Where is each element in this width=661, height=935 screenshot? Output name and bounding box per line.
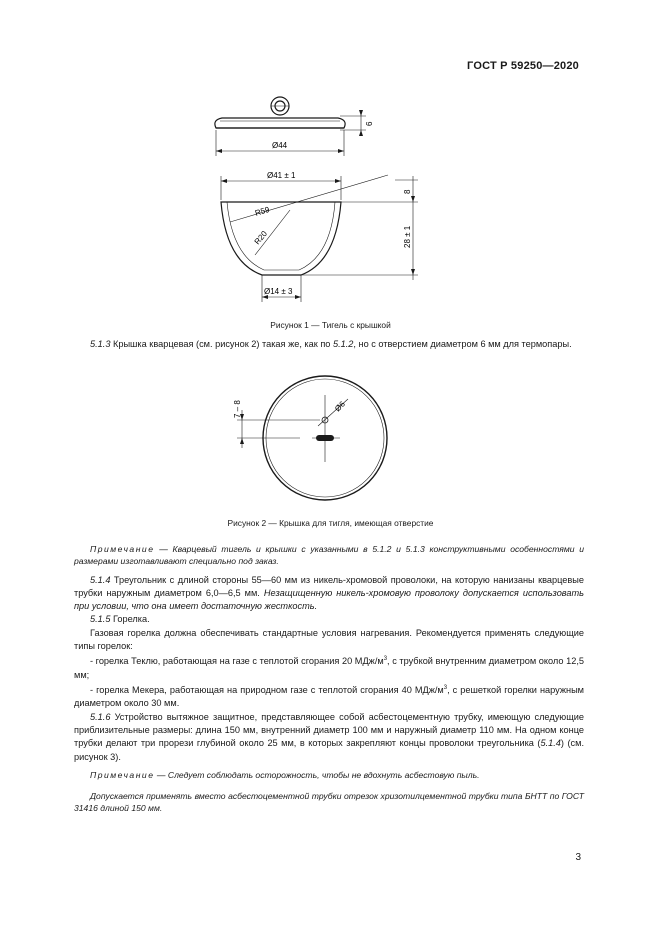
height-label: 28 ± 1: [403, 225, 412, 248]
document-standard-number: ГОСТ Р 59250—2020: [467, 60, 579, 72]
note-1: Примечание — Кварцевый тигель и крышки с указанными в 5.1.2 и 5.1.3 конструктивными особенностями и размерами изготавливают специально под заказ.: [74, 544, 584, 567]
bottom-diameter-label: Ø14 ± 3: [264, 287, 293, 296]
section-number: 5.1.3: [90, 339, 111, 349]
burner-item-1: - горелка Теклю, работающая на газе с теплотой сгорания 20 МДж/$м^3$, с трубкой внутренним диаметром около 12,5 мм;: [74, 656, 584, 680]
radius-inner-label: R20: [252, 229, 269, 247]
hole-diameter-label: Ø6: [333, 399, 347, 414]
section-5-1-5-title: 5.1.5 Горелка.: [90, 614, 150, 625]
lid-height-label: 6: [365, 121, 374, 126]
lid-diameter-label: Ø44: [272, 141, 288, 150]
body-text: [74, 543, 584, 815]
final-note: Допускается применять вместо асбестоцементной трубки отрезок хризотилцементной трубки типа БНТТ по ГОСТ 31416 длиной 150 мм.: [74, 791, 584, 814]
figure-2-caption: Рисунок 2 — Крышка для тигля, имеющая отверстие: [227, 518, 434, 528]
section-5-1-4: 5.1.4 Треугольник с длиной стороны 55—60 мм из никель-хромовой проволоки, на которую нанизаны кварцевые трубки наружным диаметром 6,0—6,5 мм. Незащищенную никель-хромовую проволоку допускается использовать при условии, что она имеет достаточную жесткость.: [74, 574, 584, 612]
figure-1-caption: Рисунок 1 — Тигель с крышкой: [270, 320, 391, 330]
section-5-1-5-body: Газовая горелка должна обеспечивать стандартные условия нагревания. Рекомендуется применять следующие типы горелок:: [74, 627, 584, 652]
section-5-1-3: 5.1.3 Крышка кварцевая (см. рисунок 2) такая же, как по 5.1.2, но с отверстием диаметром 6 мм для термопары.: [90, 339, 572, 349]
burner-item-2: - горелка Мекера, работающая на природном газе с теплотой сгорания 40 МДж/$м^3$, с решеткой горелки наружным диаметром около 30 мм.: [74, 685, 584, 709]
hole-offset-label: 7 – 8: [233, 400, 242, 418]
top-diameter-label: Ø41 ± 1: [267, 171, 296, 180]
section-5-1-6: 5.1.6 Устройство вытяжное защитное, представляющее собой асбестоцементную трубку, имеющую следующие приблизительные размеры: длина 150 мм, внутренний диаметр 100 мм и наружный диаметр 110 мм. На одном конце трубки делают три прорези глубиной около 25 мм, в которых закрепляют концы проволоки треугольника (5.1.4) (см. рисунок 3).: [74, 711, 584, 762]
page-number: 3: [575, 852, 581, 863]
note-2: Примечание — Следует соблюдать осторожность, чтобы не вдохнуть асбестовую пыль.: [90, 769, 480, 780]
rim-height-label: 8: [403, 189, 412, 194]
radius-outer-label: R59: [253, 205, 271, 218]
